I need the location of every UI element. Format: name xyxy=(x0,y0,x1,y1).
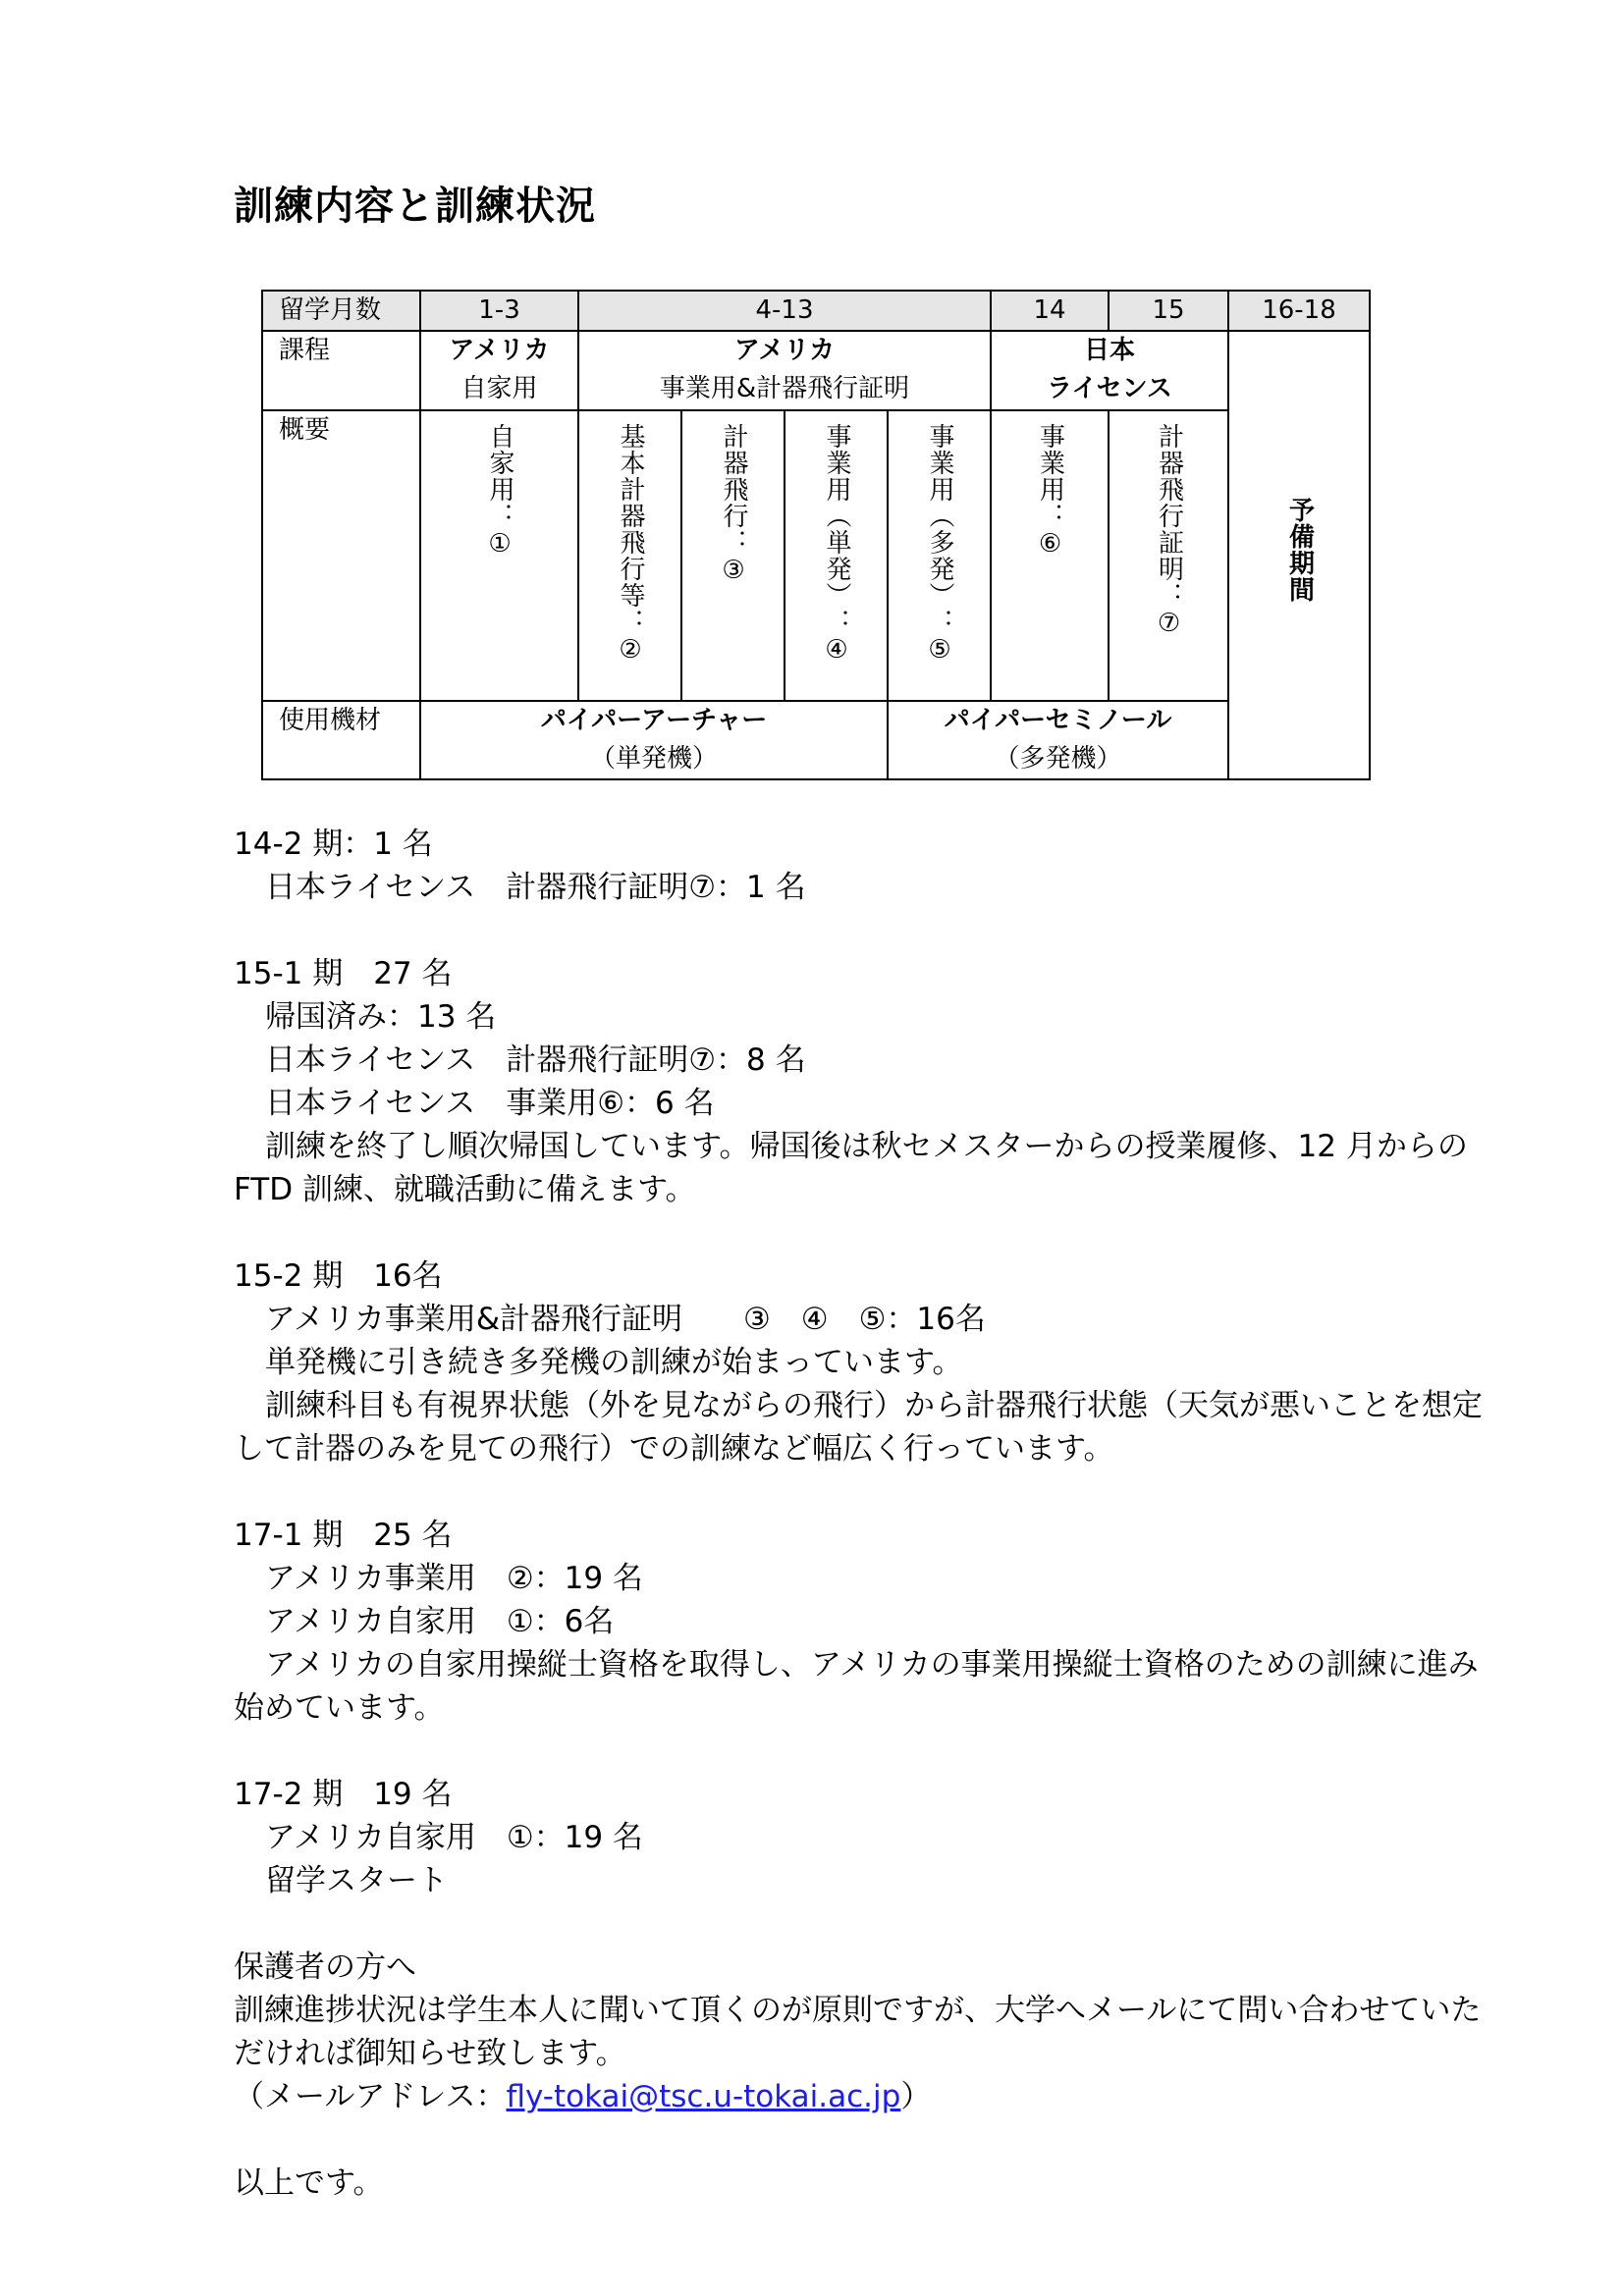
summary-cell xyxy=(578,410,681,701)
cohort-heading: 14-2 期：1 名 xyxy=(234,827,433,862)
page-title: 訓練内容と訓練状況 xyxy=(234,184,596,229)
row-summary xyxy=(262,410,1370,701)
cohort-section xyxy=(234,1255,1500,1470)
equipment-line: パイパーアーチャー xyxy=(540,706,768,735)
email-suffix: ） xyxy=(900,2079,932,2114)
equipment-cell xyxy=(888,701,1228,779)
cohort-detail-line: アメリカ事業用&計器飛行証明 ③ ④ ⑤：16名 xyxy=(265,1302,986,1337)
summary-text: 計器飛行：③ xyxy=(719,423,749,586)
summary-cell xyxy=(888,410,991,701)
cohort-paragraph: 訓練を終了し順次帰国しています。帰国後は秋セメスターからの授業履修、12 月からのFTD 訓練、就職活動に備えます。 xyxy=(234,1129,1468,1207)
row-label-course: 課程 xyxy=(262,331,420,410)
summary-cell xyxy=(681,410,785,701)
summary-text: 計器飛行証明：⑦ xyxy=(1154,423,1184,639)
summary-cell xyxy=(785,410,888,701)
cohort-paragraph: 訓練科目も有視界状態（外を見ながらの飛行）から計器飛行状態（天気が悪いことを想定して計器のみを見ての飛行）での訓練など幅広く行っています。 xyxy=(234,1388,1483,1467)
equipment-line: （多発機） xyxy=(994,744,1122,774)
month-cell: 4-13 xyxy=(578,291,991,331)
row-label-equipment: 使用機材 xyxy=(262,701,420,779)
report-body xyxy=(234,823,1500,2205)
course-line: アメリカ xyxy=(733,336,836,365)
email-line xyxy=(234,2075,1500,2118)
cohort-detail-line: 日本ライセンス 計器飛行証明⑦：1 名 xyxy=(265,870,806,905)
equipment-line: （単発機） xyxy=(589,744,718,774)
course-cell xyxy=(991,331,1228,410)
summary-text: 事業用（多発）：⑤ xyxy=(925,423,955,666)
cohort-detail-line: 帰国済み：13 名 xyxy=(265,999,497,1035)
course-line: ライセンス xyxy=(1047,374,1172,403)
course-cell xyxy=(578,331,991,410)
month-cell: 14 xyxy=(991,291,1109,331)
month-cell: 15 xyxy=(1109,291,1228,331)
reserve-period-label: 予備期間 xyxy=(1284,496,1315,603)
guardian-heading: 保護者の方へ xyxy=(234,1949,416,1985)
cohort-section xyxy=(234,952,1500,1211)
summary-text: 事業用（単発）：④ xyxy=(822,423,852,666)
summary-cell xyxy=(1109,410,1228,701)
cohort-detail-line: アメリカ自家用 ①：6名 xyxy=(265,1604,615,1639)
row-label-months: 留学月数 xyxy=(262,291,420,331)
month-cell: 16-18 xyxy=(1228,291,1370,331)
course-line: 事業用&計器飛行証明 xyxy=(659,374,910,403)
email-link[interactable]: fly-tokai@tsc.u-tokai.ac.jp xyxy=(506,2079,901,2114)
summary-text: 自家用：① xyxy=(485,423,515,560)
training-schedule-table xyxy=(261,290,1371,780)
email-prefix: （メールアドレス： xyxy=(234,2079,507,2114)
cohort-heading: 17-1 期 25 名 xyxy=(234,1518,453,1553)
summary-text: 基本計器飛行等：② xyxy=(616,423,646,666)
closing-text: 以上です。 xyxy=(234,2165,384,2201)
summary-cell xyxy=(420,410,578,701)
cohort-section xyxy=(234,1514,1500,1730)
summary-cell xyxy=(991,410,1109,701)
month-cell: 1-3 xyxy=(420,291,578,331)
guardian-text: 訓練進捗状況は学生本人に聞いて頂くのが原則ですが、大学へメールにて問い合わせていただければ御知らせ致します。 xyxy=(234,1993,1482,2071)
guardian-notice xyxy=(234,1946,1500,2118)
row-months xyxy=(262,291,1370,331)
cohort-section xyxy=(234,823,1500,909)
cohort-section xyxy=(234,1773,1500,1902)
cohort-paragraph: アメリカの自家用操縦士資格を取得し、アメリカの事業用操縦士資格のための訓練に進み始めています。 xyxy=(234,1647,1479,1726)
course-line: 日本 xyxy=(1083,336,1135,365)
cohort-detail-line: 留学スタート xyxy=(265,1863,448,1898)
cohort-detail-line: 単発機に引き続き多発機の訓練が始まっています。 xyxy=(265,1345,963,1380)
row-label-summary: 概要 xyxy=(262,410,420,701)
summary-text: 事業用：⑥ xyxy=(1035,423,1065,560)
cohort-heading: 15-1 期 27 名 xyxy=(234,956,453,991)
row-equipment xyxy=(262,701,1370,779)
cohort-heading: 15-2 期 16名 xyxy=(234,1258,443,1294)
cohort-detail-line: 日本ライセンス 計器飛行証明⑦：8 名 xyxy=(265,1042,806,1078)
cohort-detail-line: アメリカ自家用 ①：19 名 xyxy=(265,1820,643,1855)
equipment-cell xyxy=(420,701,888,779)
course-line: アメリカ xyxy=(449,336,550,365)
course-cell xyxy=(420,331,578,410)
cohort-detail-line: 日本ライセンス 事業用⑥：6 名 xyxy=(265,1086,715,1121)
cohort-detail-line: アメリカ事業用 ②：19 名 xyxy=(265,1561,643,1596)
equipment-line: パイパーセミノール xyxy=(944,706,1172,735)
reserve-period-cell xyxy=(1228,331,1370,779)
cohort-sections xyxy=(234,823,1500,1902)
row-course xyxy=(262,331,1370,410)
cohort-heading: 17-2 期 19 名 xyxy=(234,1777,453,1812)
course-line: 自家用 xyxy=(460,374,538,403)
